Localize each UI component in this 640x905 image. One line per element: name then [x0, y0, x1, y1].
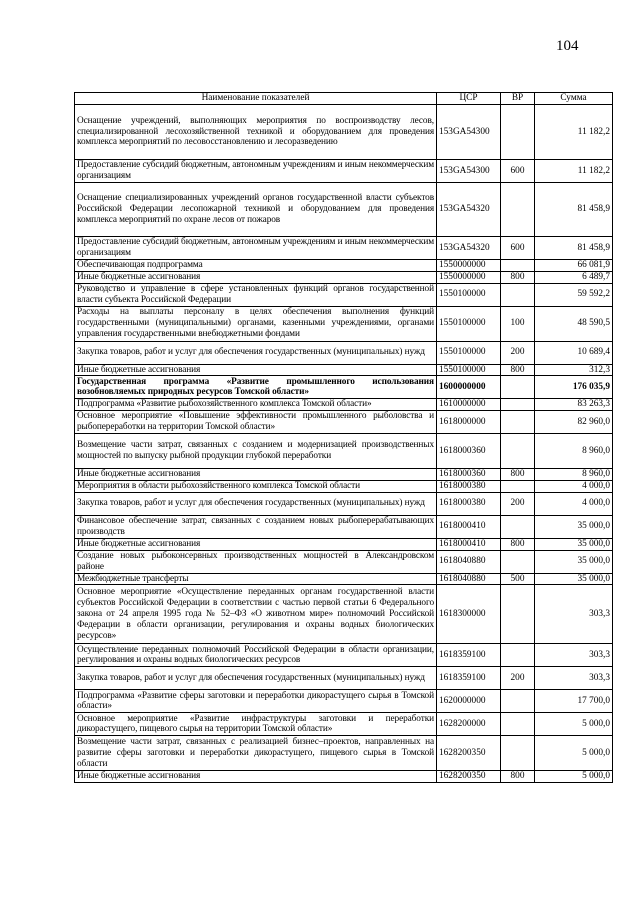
row-vr: 100 [501, 306, 535, 341]
row-name: Оснащение специализированных учреждений органов государственной власти субъектов Российской Федерации лесопожарной техникой и оборудованием для проведения комплекса мероприятий по охране лесов от пожаров [75, 183, 437, 237]
row-sum: 5 000,0 [535, 771, 613, 783]
row-csr: 153GA54320 [437, 183, 501, 237]
row-csr: 1618359100 [437, 667, 501, 690]
row-csr: 1550100000 [437, 364, 501, 376]
row-name: Создание новых рыбоконсервных производственных мощностей в Александровском районе [75, 550, 437, 573]
table-row [75, 105, 613, 160]
row-vr [501, 434, 535, 469]
row-name: Иные бюджетные ассигнования [75, 538, 437, 550]
row-vr [501, 376, 535, 399]
row-csr: 1618040880 [437, 550, 501, 573]
row-csr: 1618000360 [437, 469, 501, 481]
row-sum: 35 000,0 [535, 515, 613, 538]
row-sum: 8 960,0 [535, 434, 613, 469]
budget-table [74, 92, 613, 783]
row-csr: 1600000000 [437, 376, 501, 399]
row-vr [501, 183, 535, 237]
row-name: Подпрограмма «Развитие рыбохозяйственного комплекса Томской области» [75, 399, 437, 411]
row-sum: 82 960,0 [535, 411, 613, 434]
row-sum: 303,3 [535, 667, 613, 690]
table-row [75, 271, 613, 283]
table-header-row [75, 93, 613, 105]
row-vr: 800 [501, 771, 535, 783]
row-name: Закупка товаров, работ и услуг для обеспечения государственных (муниципальных) нужд [75, 492, 437, 515]
table-row [75, 283, 613, 306]
header-sum: Сумма [535, 93, 613, 105]
row-csr: 1620000000 [437, 690, 501, 713]
row-sum: 59 592,2 [535, 283, 613, 306]
table-row [75, 237, 613, 260]
row-sum: 17 700,0 [535, 690, 613, 713]
row-vr: 800 [501, 271, 535, 283]
table-row [75, 585, 613, 644]
table-row [75, 469, 613, 481]
row-name: Расходы на выплаты персоналу в целях обеспечения выполнения функций государственными (муниципальными) органами, казенными учреждениями, органами управления государственными внебюджетными фондами [75, 306, 437, 341]
table-row [75, 736, 613, 771]
row-sum: 35 000,0 [535, 538, 613, 550]
row-name: Иные бюджетные ассигнования [75, 271, 437, 283]
row-csr: 1550100000 [437, 306, 501, 341]
table-row [75, 183, 613, 237]
row-name: Возмещение части затрат, связанных с реализацией бизнес–проектов, направленных на развитие сферы заготовки и переработки дикорастущего, пищевого сырья в Томской области [75, 736, 437, 771]
header-csr: ЦСР [437, 93, 501, 105]
row-csr: 1618000380 [437, 480, 501, 492]
row-sum: 4 000,0 [535, 480, 613, 492]
row-csr: 1618000380 [437, 492, 501, 515]
row-sum: 10 689,4 [535, 341, 613, 364]
row-name: Оснащение учреждений, выполняющих мероприятия по воспроизводству лесов, специализированной лесохозяйственной техникой и оборудованием для проведения комплекса мероприятий по лесовосстановлению и лесоразведению [75, 105, 437, 160]
row-sum: 66 081,9 [535, 260, 613, 272]
row-vr [501, 399, 535, 411]
row-sum: 312,3 [535, 364, 613, 376]
row-name: Иные бюджетные ассигнования [75, 771, 437, 783]
row-vr: 200 [501, 492, 535, 515]
row-csr: 1618300000 [437, 585, 501, 644]
table-row [75, 341, 613, 364]
row-sum: 35 000,0 [535, 550, 613, 573]
row-name: Предоставление субсидий бюджетным, автономным учреждениям и иным некоммерческим организациям [75, 237, 437, 260]
row-vr [501, 585, 535, 644]
row-name: Мероприятия в области рыбохозяйственного комплекса Томской области [75, 480, 437, 492]
row-vr [501, 713, 535, 736]
row-csr: 1550100000 [437, 341, 501, 364]
row-name: Осуществление переданных полномочий Российской Федерации в области организации, регулирования и охраны водных биологических ресурсов [75, 644, 437, 667]
table-body [75, 105, 613, 783]
row-sum: 303,3 [535, 644, 613, 667]
table-row [75, 667, 613, 690]
table-row [75, 364, 613, 376]
table-row [75, 306, 613, 341]
row-csr: 1618000410 [437, 515, 501, 538]
row-name: Основное мероприятие «Развитие инфраструктуры заготовки и переработки дикорастущего, пищевого сырья на территории Томской области» [75, 713, 437, 736]
table-row [75, 160, 613, 183]
page-number: 104 [556, 38, 579, 54]
header-name: Наименование показателей [75, 93, 437, 105]
row-name: Иные бюджетные ассигнования [75, 469, 437, 481]
row-sum: 81 458,9 [535, 237, 613, 260]
row-vr: 200 [501, 667, 535, 690]
table-row [75, 515, 613, 538]
row-sum: 5 000,0 [535, 713, 613, 736]
row-name: Обеспечивающая подпрограмма [75, 260, 437, 272]
row-csr: 153GA54300 [437, 105, 501, 160]
row-sum: 4 000,0 [535, 492, 613, 515]
row-name: Закупка товаров, работ и услуг для обеспечения государственных (муниципальных) нужд [75, 667, 437, 690]
table-row [75, 434, 613, 469]
row-vr: 800 [501, 538, 535, 550]
table-row [75, 399, 613, 411]
row-csr: 1550100000 [437, 283, 501, 306]
row-vr [501, 736, 535, 771]
table-row [75, 550, 613, 573]
row-csr: 1628200350 [437, 736, 501, 771]
row-vr: 800 [501, 469, 535, 481]
row-name: Иные бюджетные ассигнования [75, 364, 437, 376]
row-csr: 1550000000 [437, 260, 501, 272]
row-vr [501, 105, 535, 160]
row-sum: 11 182,2 [535, 105, 613, 160]
table-row [75, 573, 613, 585]
row-sum: 48 590,5 [535, 306, 613, 341]
row-vr [501, 515, 535, 538]
table-row [75, 480, 613, 492]
table-row [75, 376, 613, 399]
row-name: Предоставление субсидий бюджетным, автономным учреждениям и иным некоммерческим организациям [75, 160, 437, 183]
row-vr [501, 550, 535, 573]
row-vr [501, 644, 535, 667]
table-row [75, 644, 613, 667]
row-sum: 81 458,9 [535, 183, 613, 237]
row-sum: 11 182,2 [535, 160, 613, 183]
row-sum: 8 960,0 [535, 469, 613, 481]
row-sum: 303,3 [535, 585, 613, 644]
row-vr: 200 [501, 341, 535, 364]
row-csr: 1628200000 [437, 713, 501, 736]
row-name: Основное мероприятие «Осуществление переданных органам государственной власти субъектов Российской Федерации в соответствии с частью первой статьи 6 Федерального закона от 24 апреля 1995 года № 52–ФЗ «О животном мире» полномочий Российской Федерации в области организации, регулирования и охраны водных биологических ресурсов» [75, 585, 437, 644]
row-name: Возмещение части затрат, связанных с созданием и модернизацией производственных мощностей по выпуску рыбной продукции глубокой переработки [75, 434, 437, 469]
row-vr [501, 260, 535, 272]
row-csr: 153GA54300 [437, 160, 501, 183]
row-vr: 600 [501, 160, 535, 183]
row-vr [501, 411, 535, 434]
row-csr: 1628200350 [437, 771, 501, 783]
row-vr [501, 480, 535, 492]
row-name: Руководство и управление в сфере установленных функций органов государственной власти субъекта Российской Федерации [75, 283, 437, 306]
table-row [75, 260, 613, 272]
row-csr: 1610000000 [437, 399, 501, 411]
table-row [75, 492, 613, 515]
row-vr: 800 [501, 364, 535, 376]
table-row [75, 713, 613, 736]
row-name: Межбюджетные трансферты [75, 573, 437, 585]
table-row [75, 771, 613, 783]
row-sum: 83 263,3 [535, 399, 613, 411]
row-sum: 35 000,0 [535, 573, 613, 585]
row-vr: 500 [501, 573, 535, 585]
row-sum: 6 489,7 [535, 271, 613, 283]
row-sum: 176 035,9 [535, 376, 613, 399]
header-vr: ВР [501, 93, 535, 105]
row-csr: 1618000000 [437, 411, 501, 434]
row-csr: 1618359100 [437, 644, 501, 667]
row-csr: 1618000360 [437, 434, 501, 469]
table-row [75, 690, 613, 713]
row-csr: 1618040880 [437, 573, 501, 585]
table-row [75, 538, 613, 550]
row-vr [501, 283, 535, 306]
row-csr: 1550000000 [437, 271, 501, 283]
row-name: Основное мероприятие «Повышение эффективности промышленного рыболовства и рыбопереработки на территории Томской области» [75, 411, 437, 434]
row-csr: 153GA54320 [437, 237, 501, 260]
row-vr: 600 [501, 237, 535, 260]
row-name: Подпрограмма «Развитие сферы заготовки и переработки дикорастущего сырья в Томской области» [75, 690, 437, 713]
row-sum: 5 000,0 [535, 736, 613, 771]
row-name: Государственная программа «Развитие промышленного использования возобновляемых природных ресурсов Томской области» [75, 376, 437, 399]
row-name: Финансовое обеспечение затрат, связанных с созданием новых рыбоперерабатывающих производств [75, 515, 437, 538]
row-csr: 1618000410 [437, 538, 501, 550]
row-vr [501, 690, 535, 713]
table-row [75, 411, 613, 434]
row-name: Закупка товаров, работ и услуг для обеспечения государственных (муниципальных) нужд [75, 341, 437, 364]
